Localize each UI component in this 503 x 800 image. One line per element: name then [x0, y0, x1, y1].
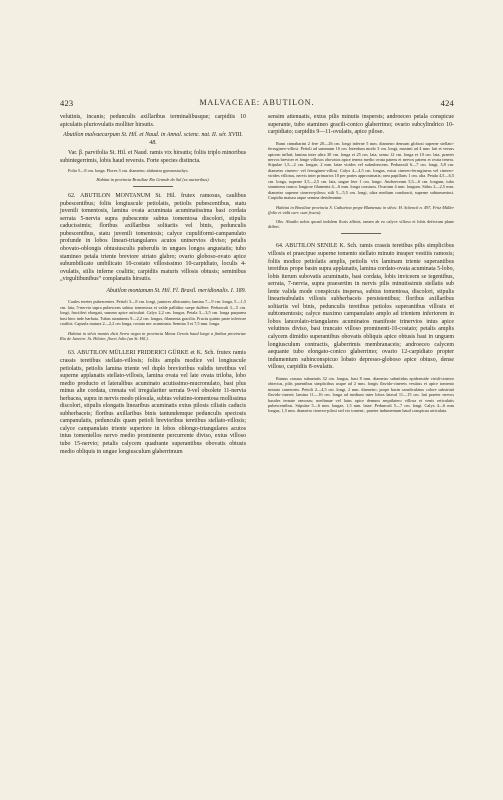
running-title: MALVACEAE: ABUTILON.: [199, 98, 315, 107]
habitat-note: Habitat in provincia Brasiliae Rio Grande do Sul (ex auctoribus).: [96, 176, 210, 182]
species-62-habitat: Habitat in silvis montis dicti Serra negra in provincia Minas Gerais haud longe a finibus provinciae Rio de Janeiro: St. Hilaire, floret Julio (an St. Hil.).: [60, 330, 246, 342]
separator-rule: [133, 186, 173, 187]
separator-rule: [341, 233, 381, 234]
species-62-description: 62. ABUTILON MONTANUM St. Hil. frutex ramosus, caulibus pubescentibus; foliis longiuscule petiolatis, petiolis pubescentibus, statu juvenili tomentosis, lamina ovata acuminata acuminatissima basi cordata serrata 5-nervia supra pubescente subtus tomentosa discolori, stipulis caducissimis; floribus axillaribus solitariis vel binis, pedunculis pubescentibus, statu juvenili tomentosis; calyce cupuliformi-campanulato profunde in lobos lineari-triangulares acutos uninervios diviso; petalis obovato-oblongis obtusiusculis puberulis in ungues longos angustatis; tubo stamineo petala triente breviore striato glabro; ovario globoso-ovato apice subumbilicato umbilicato 10-costato villosissimo 10-carpidiato, loculis 4-ovulatis, stilis inferne coalitis; carpidiis maturis villosis obtusis; seminibus „virgultibunibus“ complanatis hirsutis.: [60, 193, 246, 283]
species-63-notes: Rami cinnabarini 2 fere 20—26 cm. longi inferne 5 mm. diametro densum globosi superne stellato-ferrugineo-villosi. Petioli ad summum 16 cm. Interdum modo 3 cm. longi, maximi ad 4 mm. lati et versus apicem inflati; lamina inter ultra 30 cm. longa et 25 cm. lata, sensu 12 cm. longa et 10 cm. lata, praeter nervos breviter et longe villosos obovatos apice tenera medio ovata patens et nervos patens et ovata tenera. Stipulae 1,5—2 cm. longae, 2 mm. latae virides vel subrubescens. Pedunculi 6—7 cm. longi, 3,8 cm. diametro cinereo- vel ferrugineo-villosi. Calyx 4—4,5 cm. longus, extus cinereo-ferrugineus vel cinereo-virides villosus, nervis inter primarios 10 per partes approximatis; area papillaris 1 cm. alta. Petala 4,5—6,5 cm. longa, superne 3,5—2,5 cm. lata, ungue fere 1 cm. longo. Androeceum 5,5—6 cm. longum, tubo stamineus trunco longiore filamenta 4—6 mm. longa coustum. Ovarium 4 mm. longum. Stilus 2—2,5 mm. diametro superne cinereo-piloso; stili 5—5,5 cm. longi, ultra medium conduncti, superne subtomentosi. Carpidia matura atque semina desiderantur.: [268, 140, 454, 201]
right-column: [268, 114, 454, 414]
species-63-description: 63. ABUTILON MÜLLERI FRIDERICI GÜRKE et K. Sch. frutex ramis crassis teretibus stellato-villosis; foliis amplis modice vel longiuscule petiolatis, petiolis lamina triente vel duplo brevioribus validis teretibus vel superne applanatis stellato-villosis, lamina ovata vel late ovata triloba, lobo medio producto et lateralibus acuminato acutissimo-mucronulato, basi plus minus alte cordata, crenata vel irregulariter serrata 9-vel obsolete 11-nervia herbacea, supra in nervis modo pilosula, subtus velutino-tomentosa mollissima discolori, stipulis elongatis linearibus acuminatis extus pilosis ciliatis caducis subherbaceis; floribus axillaribus binis tantundemque pedunculis spectosis campanulatis, pedunculis quam petioli brevioribus teretibus stellato-villosis; calyce campanulato triente superiore in lobos oblongo-triangulares acutos intus tomentellos nervo medio prominente percurrente diviso, extus villoso tubo 15-nervio; petalis calycem quadrante superantibus obovatis obtusis medio obliquis in ungue longiusculum glaberrimum: [60, 350, 246, 455]
species-64-notes: Ramus crassus subaetatis 32 cm. longus, basi 8 mm. diametro subnitidus epidermide viridi-cinereo obtectus, pilis patentibus simplicibus usque ad 2 mm. longis flavido-cinereis vestitus et apice tomento minuto canescens. Petioli 2—4,5 cm. longi, 2 mm. diametro, prope basin canaliculatus colore substriati flavido-cinerei; lamina 11—16 cm. longa ad medium inter lobos lateral 11—15 cm. lati praeter nervos basales ternate ramosas; medianae vel latus apice demum aequilatero villosa et venis reticulatis pubescentibus. Stipulae 5—6 mm. longae, 1,5 mm. latae. Pedunculi 5—7 cm. longi. Calyx 4—6 mm longus, 1,5 mm. diametro cinereo-pilosi sed vix toment.; praeter indumentum haud conspicua articulata.: [268, 375, 454, 414]
left-column: [60, 114, 246, 456]
page-number-left: 423: [60, 98, 74, 108]
species-63-observation: Obs. Abutilo nobis quoad indolem floris affinis, tamen ab eo calyce villoso et lobis defectum plane differt.: [268, 218, 454, 229]
species-63-continued: sensim attenuatis, extus pilis minutis inspersis; androeceo petala conspicue superante, tubo stamineo gracili-conico glaberrimo; ovario subcylindrico 10-carpidiato; carpidiis 9—11-ovulatis, apice pilose.: [268, 114, 454, 136]
synonym-citation: Abutilon malvaecarpum St. Hil. et Naud. in Annal. scienc. nat. II. sér. XVIII. 48.: [63, 132, 243, 146]
species-62-citation: Abutilon montanum St. Hil. Fl. Brasil. meridionalis. I. 189.: [106, 287, 246, 294]
page-number-right: 424: [440, 98, 454, 108]
species-62-notes: Caules teretes pubescentes. Petioli 3—8 cm. longi, juniores albicantes; lamina 7—9 cm. longa, 5—1,5 cm. lata, 5-nervia supra pubescens subtus tomentosa et valde pallidior saepe dulfere. Pedunculi 3—5 cm. longi, fructiferi elongati, summo apice articulati. Calyx 2,2 cm. longus. Petala 3—3,5 cm. longa purpurea basi hinc inde barbata. Tubus stamineus 9—2,2 cm. longus, filamenta gracilia. Fructu quinto parte inferiore coalitis. Capsula matura 2—2,2 cm longa, rostata nec acuminata. Semina 3 et 7,5 mm. longa.: [60, 299, 246, 327]
variety-description: Var. β. parvifolia St. Hil. et Naud. ramis vix hirsutis; foliis triplo minoribus subintegerrimis, lobis haud reversis. Forte species distincta.: [60, 150, 246, 164]
species-description-continued: velutinis, incanis; pedunculis axillaribus terminalibusque; carpidiis 10 apiculatis pluriovulatis molliter hirsutis.: [60, 114, 246, 128]
running-header: [60, 98, 454, 110]
species-64-description: 64. ABUTILON SENILE K. Sch. ramis crassis teretibus pilis simplicibus villosis et praecipue superne tomento stellato minuto insuper vestitis ramosis; foliis modice petiolatis amplis, petiolis vix laminam triente superantibus teretibus prope basin supra applanatis, lamina cordato-ovata acuminata 5-lobo, lobis iterum subovatis acuminatis, basi cordata, lobis inviceem se tegentibus, serrata, 7-nervia, supra praesertim in nervis pilis minutissimis stellatis sub lente valida mode conspicuis inspersa, subtus tomentosa, discolori, stipulis linearisubulatis villosis subherbaceis persistentibus; floribus axillaribus solitariis vel binis, pedunculis teretibus petiolos superantibus villosis et subtomentosis; calyce maximo campanulato amplo ad trientem inferiorem in lobos lanceolato-triangulares acuminatos manifeste trinervios intus apice velutinos diviso, basi truncato villoso prominenti-10-costato; petalis amplis calycem dimidio superantibus obovatis obliquis apice obtusis basi in unguem longiusculum contractis, glaberrimis membranaceis; androeceo calycem aequante tubo elongato-conico glaberrimo; ovario 12-carpidiato propter indumentum subinconspicuo lobato depresso-globoso apice obtuso, dense villoso, carpidiis 8-ovulatis.: [268, 243, 454, 371]
small-print-notes: Folia 5—8 cm. longa. Flores 3 cm. diametro; alabastra gymnostachys.: [68, 168, 189, 174]
species-63-habitat: Habitat in Brasiliae provincia S. Catharina prope Blumenau in silvis: H. Schenck n. 497, Fritz Müller (folio et vidit carr. cum fructu).: [268, 204, 454, 216]
